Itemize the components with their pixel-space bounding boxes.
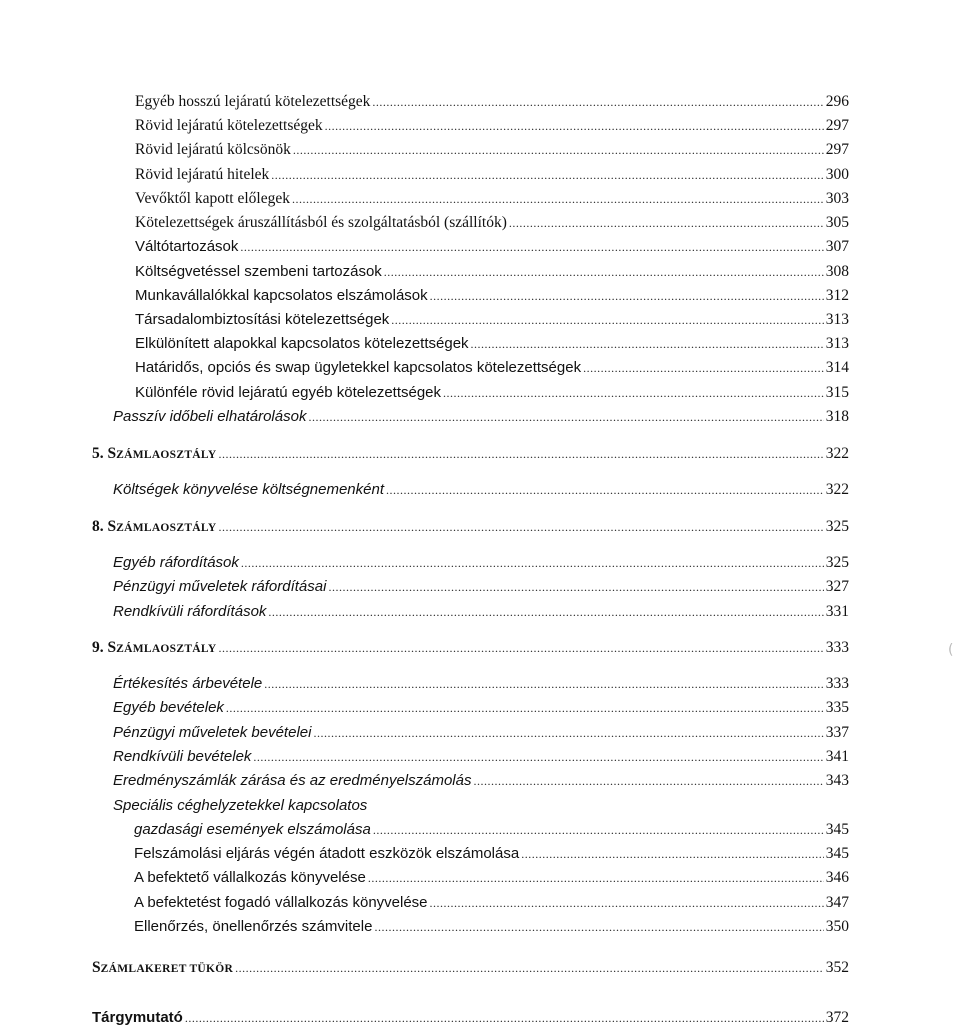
toc-entry[interactable] [92, 444, 849, 465]
toc-page-number: 303 [825, 190, 849, 207]
toc-entry-title: Egyéb hosszú lejáratú kötelezettségek [135, 93, 371, 110]
toc-entry[interactable] [92, 958, 849, 979]
toc-entry[interactable] [135, 165, 849, 185]
toc-leader-dots [253, 747, 823, 767]
toc-entry-title: Költségek könyvelése költségnemenként [113, 481, 384, 498]
toc-entry[interactable] [113, 723, 849, 743]
toc-entry-title [92, 444, 216, 465]
toc-leader-dots [373, 820, 824, 840]
toc-page-number: 343 [825, 772, 849, 789]
toc-heading-smallcaps: ZÁMLAOSZTÁLY [116, 643, 217, 655]
toc-page-number: 300 [825, 166, 849, 183]
toc-entry-title: Pénzügyi műveletek ráfordításai [113, 578, 327, 595]
toc-page-number: 322 [825, 481, 849, 498]
toc-entry[interactable] [92, 517, 849, 538]
toc-entry[interactable] [135, 140, 849, 160]
toc-page-number: 307 [825, 238, 849, 255]
toc-leader-dots [293, 140, 824, 160]
toc-leader-dots [308, 407, 823, 427]
toc-entry[interactable] [135, 383, 849, 403]
toc-leader-dots [292, 189, 824, 209]
toc-leader-dots [235, 958, 824, 978]
toc-leader-dots [374, 917, 823, 937]
toc-entry-title: Vevőktől kapott előlegek [135, 190, 290, 207]
toc-page-number: 315 [825, 384, 849, 401]
toc-page-number: 312 [825, 287, 849, 304]
toc-page-number: 327 [825, 578, 849, 595]
toc-entry[interactable] [134, 868, 849, 888]
toc-entry[interactable] [135, 116, 849, 136]
toc-page-number: 345 [825, 845, 849, 862]
toc-entry[interactable] [92, 638, 849, 659]
toc-entry[interactable] [113, 771, 849, 791]
toc-leader-dots [240, 237, 823, 257]
toc-page-number: 305 [825, 214, 849, 231]
toc-heading-smallcaps: ZÁMLAKERET TÜKÖR [100, 963, 234, 975]
toc-entry[interactable] [135, 237, 849, 257]
toc-entry-title: Munkavállalókkal kapcsolatos elszámolások [135, 287, 428, 304]
toc-page-number: 325 [825, 518, 849, 535]
toc-entry[interactable] [113, 674, 849, 694]
toc-leader-dots [218, 444, 823, 464]
toc-leader-dots [218, 517, 823, 537]
toc-entry-title: Passzív időbeli elhatárolások [113, 408, 307, 425]
toc-page-number: 333 [825, 639, 849, 656]
toc-leader-dots [372, 92, 823, 112]
toc-leader-dots [521, 844, 824, 864]
toc-entry[interactable] [135, 310, 849, 330]
toc-page-number: 347 [825, 894, 849, 911]
toc-entry-title: Pénzügyi műveletek bevételei [113, 724, 312, 741]
toc-leader-dots [471, 334, 824, 354]
toc-entry[interactable] [135, 334, 849, 354]
toc-leader-dots [509, 213, 824, 233]
toc-entry[interactable] [113, 577, 849, 597]
toc-leader-dots [430, 286, 824, 306]
toc-leader-dots [264, 674, 824, 694]
toc-entry-title: Ellenőrzés, önellenőrzés számvitele [134, 918, 373, 935]
toc-heading-prefix: S [92, 959, 101, 976]
toc-page-number: 350 [825, 918, 849, 935]
toc-page-number: 341 [825, 748, 849, 765]
toc-leader-dots [271, 165, 823, 185]
toc-leader-dots [218, 638, 823, 658]
toc-entry-title: Társadalombiztosítási kötelezettségek [135, 311, 390, 328]
toc-entry[interactable] [134, 820, 849, 840]
toc-heading-prefix: 5. S [92, 445, 117, 462]
toc-page-number: 308 [825, 263, 849, 280]
toc-leader-dots [268, 602, 823, 622]
toc-leader-dots [391, 310, 823, 330]
toc-entry-title: Egyéb bevételek [113, 699, 224, 716]
toc-leader-dots [443, 383, 824, 403]
toc-entry[interactable] [113, 480, 849, 500]
toc-heading-prefix: 9. S [92, 639, 117, 656]
toc-page-number: 325 [825, 554, 849, 571]
toc-leader-dots [313, 723, 823, 743]
toc-entry-title: Egyéb ráfordítások [113, 554, 239, 571]
toc-page-number: 337 [825, 724, 849, 741]
toc-entry-title: Rövid lejáratú kötelezettségek [135, 117, 323, 134]
toc-entry-title: Eredményszámlák zárása és az eredményelszámolás [113, 772, 472, 789]
toc-leader-dots [185, 1008, 824, 1028]
toc-page-number: 313 [825, 335, 849, 352]
toc-page-number: 352 [825, 959, 849, 976]
toc-entry-title: Költségvetéssel szembeni tartozások [135, 263, 382, 280]
toc-entry-title: A befektetést fogadó vállalkozás könyvelése [134, 894, 428, 911]
toc-page-number: 297 [825, 141, 849, 158]
toc-entry[interactable] [135, 358, 849, 378]
toc-leader-dots [473, 771, 823, 791]
edge-mark: ( [948, 642, 954, 658]
toc-page-number: 333 [825, 675, 849, 692]
toc-page-number: 297 [825, 117, 849, 134]
toc-leader-dots [583, 358, 824, 378]
toc-page-number: 314 [825, 359, 849, 376]
toc-leader-dots [241, 553, 824, 573]
toc-entry[interactable] [134, 844, 849, 864]
toc-entry[interactable] [135, 286, 849, 306]
toc-entry-title [92, 517, 216, 538]
toc-heading-smallcaps: ZÁMLAOSZTÁLY [116, 522, 217, 534]
toc-entry-title: Határidős, opciós és swap ügyletekkel kapcsolatos kötelezettségek [135, 359, 582, 376]
toc-entry-title [92, 638, 216, 659]
toc-entry-title: Speciális céghelyzetekkel kapcsolatos [113, 797, 368, 814]
toc-entry-title: Értékesítés árbevétele [113, 675, 263, 692]
toc-heading-prefix: 8. S [92, 518, 117, 535]
toc-page-number: 372 [825, 1009, 849, 1026]
toc-page-number: 313 [825, 311, 849, 328]
toc-entry[interactable] [135, 92, 849, 112]
toc-entry-title: Rövid lejáratú hitelek [135, 166, 270, 183]
toc-entry-title: A befektető vállalkozás könyvelése [134, 869, 366, 886]
toc-entry-title: Elkülönített alapokkal kapcsolatos kötelezettségek [135, 335, 469, 352]
toc-leader-dots [226, 698, 824, 718]
toc-entry-title: gazdasági események elszámolása [134, 821, 371, 838]
toc-page-number: 345 [825, 821, 849, 838]
toc-page-number: 322 [825, 445, 849, 462]
toc-entry[interactable] [113, 698, 849, 718]
toc-page-number: 346 [825, 869, 849, 886]
toc-entry[interactable] [92, 1008, 849, 1028]
toc-entry-title: Rendkívüli bevételek [113, 748, 252, 765]
toc-page-number: 331 [825, 603, 849, 620]
toc-entry-title: Kötelezettségek áruszállításból és szolgáltatásból (szállítók) [135, 214, 507, 231]
toc-entry-title [92, 958, 233, 979]
toc-leader-dots [386, 480, 824, 500]
toc-page-number: 335 [825, 699, 849, 716]
toc-heading-smallcaps: ZÁMLAOSZTÁLY [116, 449, 217, 461]
toc-entry[interactable] [134, 917, 849, 937]
toc-page-number: 296 [825, 93, 849, 110]
toc-entry[interactable] [113, 407, 849, 427]
toc-leader-dots [368, 868, 824, 888]
toc-entry[interactable] [135, 213, 849, 233]
toc-entry-title: Váltótartozások [135, 238, 239, 255]
toc-entry-title: Felszámolási eljárás végén átadott eszközök elszámolása [134, 845, 520, 862]
toc-entry[interactable] [113, 796, 849, 816]
toc-leader-dots [430, 893, 824, 913]
toc-entry-title: Különféle rövid lejáratú egyéb kötelezettségek [135, 384, 442, 401]
toc-entry[interactable] [135, 262, 849, 282]
toc-page-number: 318 [825, 408, 849, 425]
toc-entry-title: Rövid lejáratú kölcsönök [135, 141, 291, 158]
toc-entry[interactable] [113, 553, 849, 573]
toc-entry[interactable] [134, 893, 849, 913]
toc-leader-dots [384, 262, 824, 282]
toc-leader-dots [325, 116, 824, 136]
toc-entry-title: Rendkívüli ráfordítások [113, 603, 267, 620]
toc-entry[interactable] [113, 747, 849, 767]
toc-entry[interactable] [135, 189, 849, 209]
toc-entry-title: Tárgymutató [92, 1009, 183, 1026]
toc-entry[interactable] [113, 602, 849, 622]
toc-leader-dots [328, 577, 823, 597]
